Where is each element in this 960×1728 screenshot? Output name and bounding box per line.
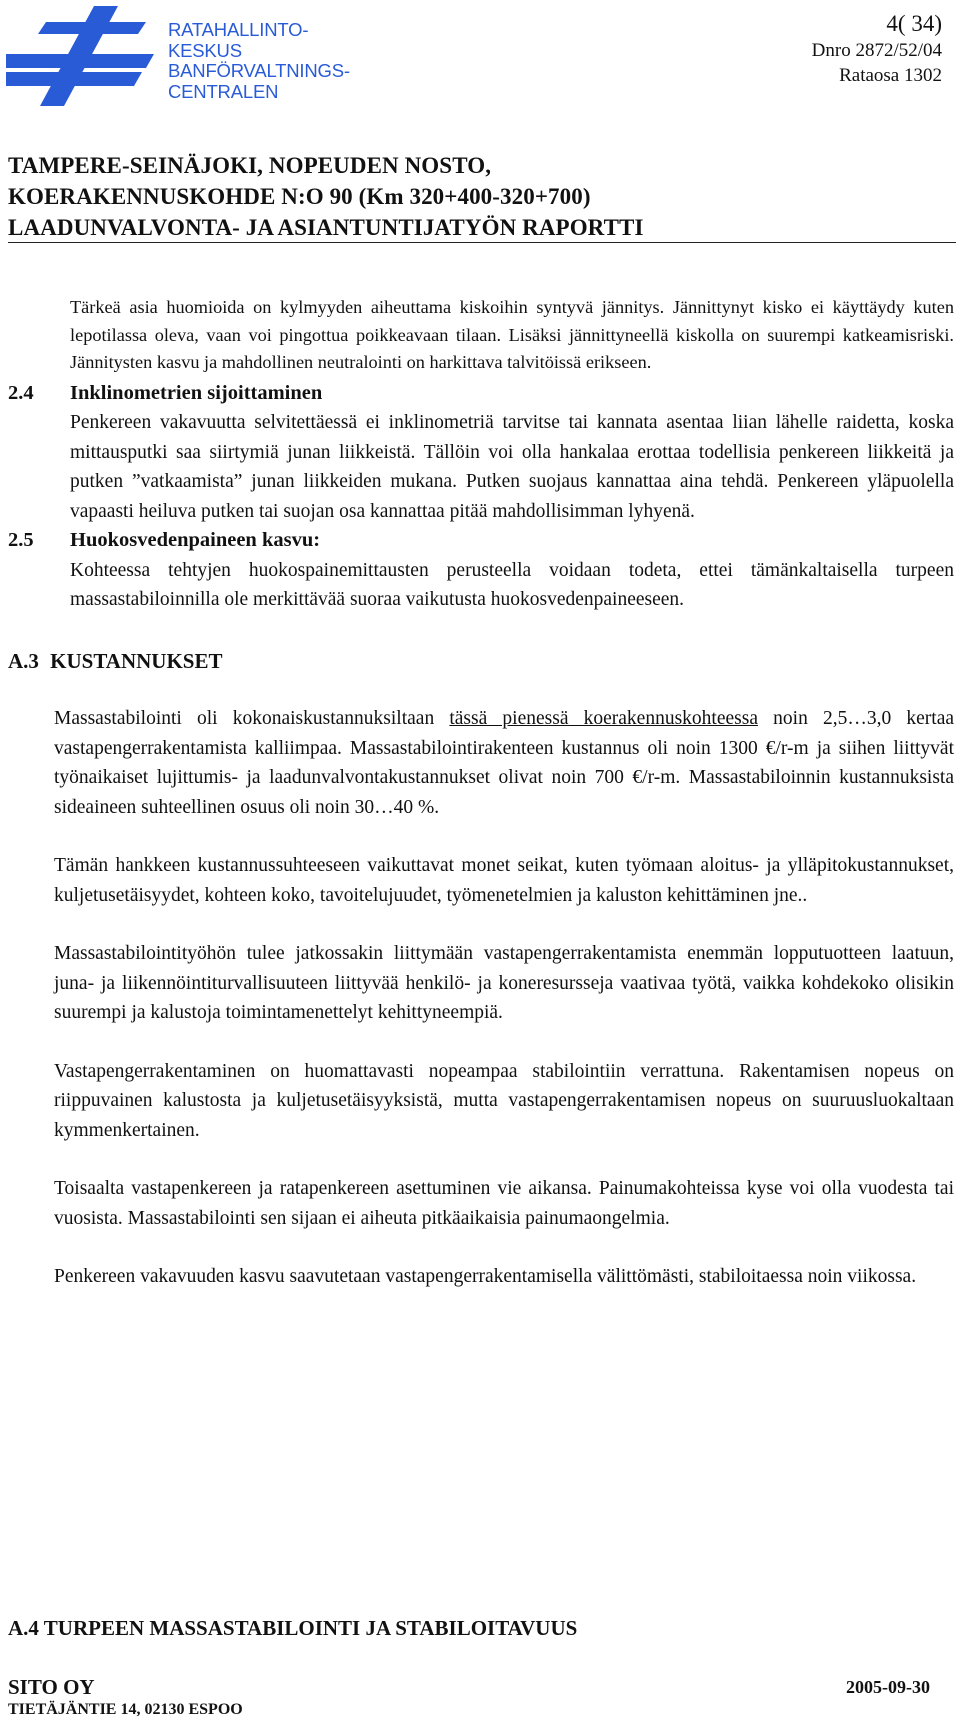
text-run: noin 2,5…3,0 kertaa vastapengerrakentamista kalliimpaa. Massastabilointirakenteen kustannus oli noin 1300 €/r-m ja siihen liittyvät työnaikaiset lujittumis- ja laadunvalvontakustannukset olivat noin 700 €/r-m. Massastabiloinnin kustannuksista sideaineen suhteellinen osuus oli noin 30…40 %. (54, 708, 955, 818)
title-line: TAMPERE-SEINÄJOKI, NOPEUDEN NOSTO, (8, 153, 492, 178)
footer-date: 2005-09-30 (846, 1677, 930, 1697)
section-2-4 (8, 379, 954, 409)
section-title: Huokosvedenpaineen kasvu: (70, 529, 321, 551)
org-line: KESKUS (168, 39, 242, 61)
footer-company (8, 1675, 243, 1721)
paragraph: Penkereen vakavuuden kasvu saavutetaan vastapengerrakentamisella välittömästi, stabiloitaessa noin viikossa. (54, 1266, 917, 1287)
section-2-5 (8, 526, 954, 556)
section-a3-heading (8, 647, 954, 677)
section-number: A.3 (8, 648, 39, 673)
org-line: RATAHALLINTO- (168, 19, 309, 40)
header-divider (8, 242, 956, 243)
dnro: Dnro 2872/52/04 (811, 40, 942, 61)
document-body (8, 294, 954, 1321)
paragraph: Tämän hankkeen kustannussuhteeseen vaikuttavat monet seikat, kuten työmaan aloitus- ja ylläpitokustannukset, kuljetusetäisyydet, kohteen koko, tavoitelujuudet, työmenetelmien ja kaluston kehittäminen jne.. (54, 855, 954, 906)
rataosa: Rataosa 1302 (839, 65, 942, 86)
organization-name (168, 20, 398, 102)
company-address: TIETÄJÄNTIE 14, 02130 ESPOO (8, 1701, 243, 1718)
section-a4-heading (8, 1616, 577, 1641)
document-title (8, 150, 948, 243)
paragraph: Vastapengerrakentaminen on huomattavasti nopeampaa stabilointiin verrattuna. Rakentamisen nopeus on riippuvainen kalustosta ja kuljetusetäisyyksistä, mutta vastapengerrakentamisen nopeus on suuruusluokaltaan kymmenkertainen. (54, 1060, 954, 1141)
paragraph: Toisaalta vastapenkereen ja ratapenkereen asettuminen vie aikansa. Painumakohteissa kyse voi olla vuodesta tai vuosista. Massastabilointi sen sijaan ei aiheuta pitkäaikaisia painumaongelmia. (54, 1178, 954, 1229)
document-reference (812, 10, 942, 88)
section-2-4-text: Penkereen vakavuutta selvitettäessä ei inklinometriä tarvitse tai kannata asentaa liian lähelle raidetta, koska mittausputki saa siirtymiä junan liikkeistä. Tällöin voi olla hankalaa erottaa todellisia penkereen liikkeitä ja putken ”vatkaamista” junan liikkeiden mukana. Putken suojaus kannattaa aina tehdä. Penkereen yläpuolella vapaasti heiluva putken tai suojan osa kannattaa pitää mahdollisimman lyhyenä. (70, 412, 954, 522)
section-title: Inklinometrien sijoittaminen (70, 381, 323, 404)
title-line: KOERAKENNUSKOHDE N:O 90 (Km 320+400-320+700) (8, 184, 591, 209)
intro-paragraph: Tärkeä asia huomioida on kylmyyden aiheuttama kiskoihin syntyvä jännitys. Jännittynyt kisko ei käyttäydy kuten lepotilassa oleva, vaan voi pingottua poikkeavaan tilaan. Lisäksi jännittyneellä kiskolla on suurempi katkeamisriski. Jännitysten kasvu ja mahdollinen neutralointi on harkittava talvitöissä erikseen. (70, 297, 954, 372)
section-2-5-text: Kohteessa tehtyjen huokospainemittausten perusteella voidaan todeta, ettei tämänkaltaisella turpeen massastabiloinnilla ole merkittävää suoraa vaikutusta huokosvedenpaineeseen. (70, 559, 954, 610)
rhk-logo (6, 6, 176, 106)
org-line: CENTRALEN (168, 80, 279, 102)
section-number: 2.5 (8, 529, 34, 551)
page-number: 4( 34) (886, 11, 942, 36)
section-title: KUSTANNUKSET (50, 648, 223, 673)
company-name: SITO OY (8, 1675, 95, 1699)
org-line: BANFÖRVALTNINGS- (168, 60, 350, 81)
section-number: A.4 (8, 1616, 39, 1640)
underlined-text: tässä pienessä koerakennuskohteessa (449, 708, 758, 729)
section-number: 2.4 (8, 381, 34, 404)
costs-paragraph (54, 704, 954, 822)
title-line: LAADUNVALVONTA- JA ASIANTUNTIJATYÖN RAPORTTI (8, 215, 644, 240)
text-run: Massastabilointi oli kokonaiskustannuksiltaan (54, 708, 450, 729)
paragraph: Massastabilointityöhön tulee jatkossakin liittymään vastapengerrakentamista enemmän lopputuotteen laatuun, juna- ja liikennöintiturvallisuuteen liittyvää henkilö- ja koneresursseja vaativaa työtä, vaikka kohdekoko olisikin suurempi ja kalustoja toimintamenettelyt kehittyneempiä. (54, 943, 954, 1023)
section-title: TURPEEN MASSASTABILOINTI JA STABILOITAVUUS (43, 1616, 578, 1640)
